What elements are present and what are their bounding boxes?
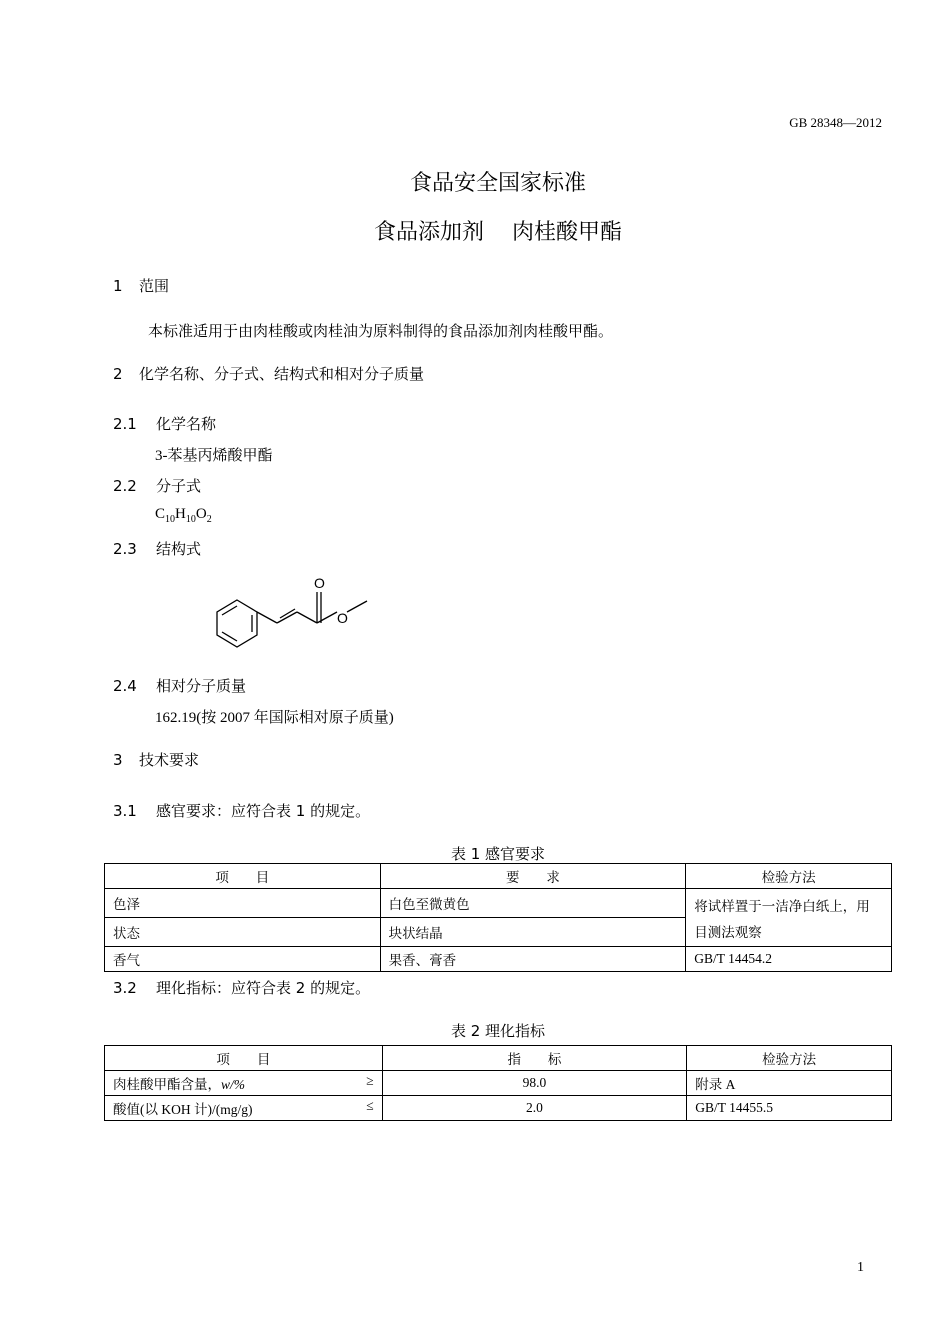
standard-code: GB 28348—2012 — [789, 115, 882, 130]
bond-ring-vinyl — [257, 612, 277, 623]
table-row — [105, 947, 892, 972]
subtitle-substance: 肉桂酸甲酯 — [512, 220, 623, 245]
row-item: 状态 — [105, 918, 381, 947]
section-2-4-heading: 2.4 相对分子质量 — [113, 677, 247, 695]
carbonyl-oxygen-label: O — [314, 575, 325, 591]
section-2-3-heading: 2.3 结构式 — [113, 540, 202, 558]
table-physicochemical — [104, 1045, 892, 1121]
document-title: 食品安全国家标准 — [409, 171, 586, 196]
header-item: 项 目 — [105, 864, 381, 889]
document-subtitle — [0, 215, 950, 246]
table-1-caption: 表 1 感官要求 — [450, 845, 546, 863]
bond-vinyl-carbonyl — [297, 612, 317, 623]
row-value: 98.0 — [382, 1071, 687, 1096]
table-header-row — [105, 864, 892, 889]
header-method: 检验方法 — [686, 864, 892, 889]
section-3-1-heading: 3.1 感官要求：应符合表 1 的规定。 — [113, 802, 371, 820]
row-requirement: 果香、膏香 — [380, 947, 686, 972]
row-item: 肉桂酸甲酯含量，w/% ≥ — [105, 1071, 383, 1096]
row-method: GB/T 14455.5 — [687, 1096, 892, 1121]
row-value: 2.0 — [382, 1096, 687, 1121]
section-3-2-heading: 3.2 理化指标：应符合表 2 的规定。 — [113, 979, 371, 997]
section-2-heading: 2 化学名称、分子式、结构式和相对分子质量 — [113, 365, 425, 383]
table-row — [105, 1096, 892, 1121]
subtitle-category: 食品添加剂 — [373, 220, 484, 245]
row-requirement: 白色至微黄色 — [380, 889, 686, 918]
header-method: 检验方法 — [687, 1046, 892, 1071]
table-row — [105, 1071, 892, 1096]
section-1-text: 本标准适用于由肉桂酸或肉桂油为原料制得的食品添加剂肉桂酸甲酯。 — [148, 324, 614, 340]
header-requirement: 要 求 — [380, 864, 686, 889]
section-1-heading: 1 范围 — [113, 277, 170, 295]
benzene-ring — [217, 600, 257, 647]
header-index: 指 标 — [382, 1046, 687, 1071]
header-item: 项 目 — [105, 1046, 383, 1071]
ester-bond — [317, 612, 337, 623]
molecular-formula: $C_{10}H_{10}O_2$ — [155, 506, 212, 525]
table-sensory — [104, 863, 892, 972]
row-item: 酸值(以 KOH 计)/(mg/g) ≤ — [105, 1096, 383, 1121]
comparison-symbol: ≤ — [366, 1098, 374, 1113]
table-row — [105, 889, 892, 918]
row-item: 香气 — [105, 947, 381, 972]
row-requirement: 块状结晶 — [380, 918, 686, 947]
ester-oxygen-label: O — [337, 610, 348, 626]
row-method-merged: 将试样置于一洁净白纸上，用目测法观察 — [686, 889, 892, 947]
section-3-heading: 3 技术要求 — [113, 751, 200, 769]
row-item: 色泽 — [105, 889, 381, 918]
row-method: 附录 A — [687, 1071, 892, 1096]
page-number: 1 — [857, 1260, 864, 1275]
section-2-2-heading: 2.2 分子式 — [113, 477, 202, 495]
structural-formula — [200, 570, 390, 660]
methyl-bond — [347, 601, 367, 612]
table-2-caption: 表 2 理化指标 — [450, 1022, 546, 1040]
molecular-weight: 162.19(按 2007 年国际相对原子质量) — [155, 710, 394, 726]
table-header-row — [105, 1046, 892, 1071]
comparison-symbol: ≥ — [366, 1073, 374, 1088]
chemical-name: 3-苯基丙烯酸甲酯 — [155, 448, 273, 464]
row-method: GB/T 14454.2 — [686, 947, 892, 972]
section-2-1-heading: 2.1 化学名称 — [113, 415, 217, 433]
